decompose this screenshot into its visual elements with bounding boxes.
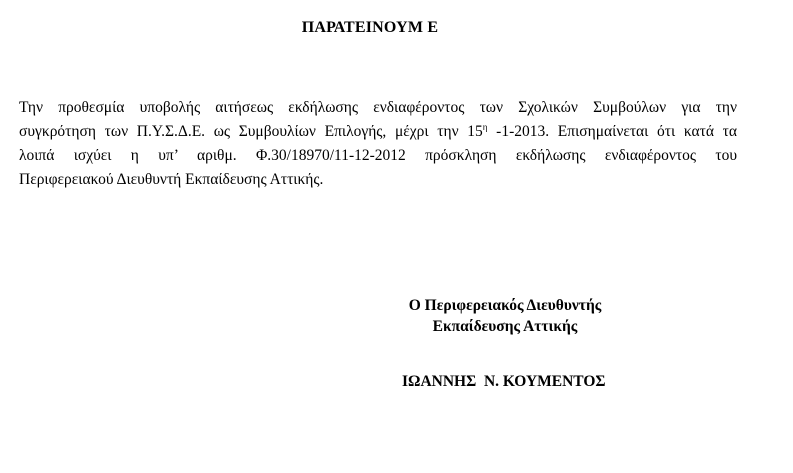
signature-role-line-2: Εκπαίδευσης Αττικής: [432, 318, 578, 335]
body-line-2-end: -1-2013. Επισημαίνεται ότι κατά τα: [487, 123, 738, 140]
body-paragraph: [19, 96, 737, 192]
signer-name: ΙΩΑΝΝΗΣ Ν. ΚΟΥΜΕΝΤΟΣ: [402, 373, 606, 390]
body-line-4: Περιφερειακού Διευθυντή Εκπαίδευσης Αττικής.: [19, 171, 324, 188]
signature-block: [360, 295, 650, 337]
body-line-1: Την προθεσμία υποβολής αιτήσεως εκδήλωσης ενδιαφέροντος των Σχολικών Συμβούλων για την: [19, 99, 737, 116]
document-title: ΠΑΡΑΤΕΙΝΟΥΜ Ε: [301, 19, 439, 36]
date-ordinal-superscript: η: [482, 121, 488, 132]
signature-role-line-1: Ο Περιφερειακός Διευθυντής: [408, 297, 602, 314]
body-line-2: [19, 120, 737, 144]
body-line-3: λοιπά ισχύει η υπ’ αριθμ. Φ.30/18970/11-12-2012 πρόσκληση εκδήλωσης ενδιαφέροντος του: [19, 147, 737, 164]
body-line-2-start: συγκρότηση των Π.Υ.Σ.Δ.Ε. ως Συμβουλίων Επιλογής, μέχρι την 15: [19, 123, 483, 140]
